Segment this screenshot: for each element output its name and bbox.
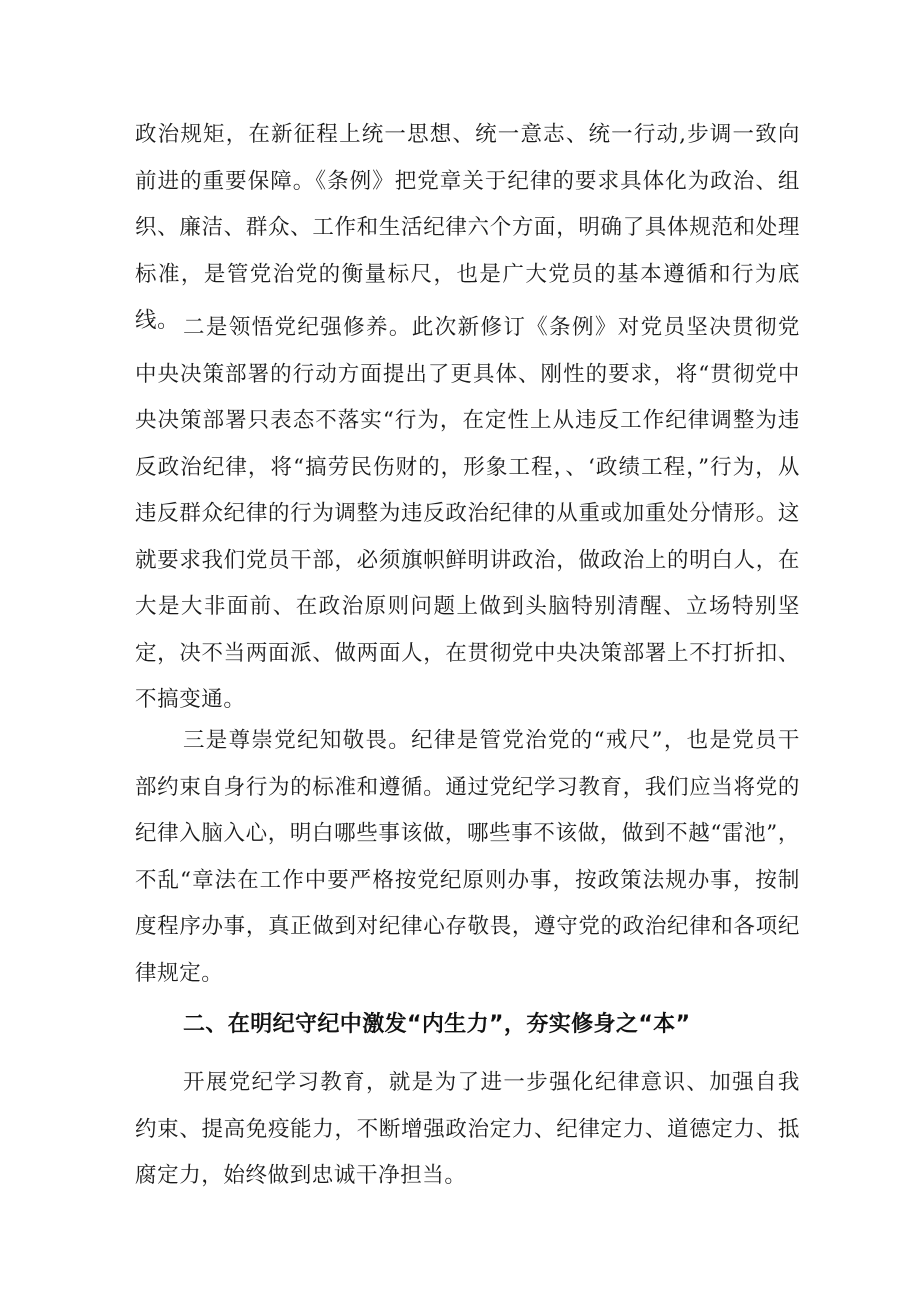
paragraph-respect-discipline: 三是尊崇党纪知敬畏。纪律是管党治党的“戒尺”，也是党员干部约束自身行为的标准和遵循。通过党纪学习教育，我们应当将党的纪律入脑入心，明白哪些事该做，哪些事不该做，做到不越“雷池”，不乱“章法在工作中要严格按党纪原则办事，按政策法规办事，按制度程序办事，真正做到对纪律心存敬畏，遵守党的政治纪律和各项纪律规定。 [135,728,800,986]
paragraph-political-rules: 政治规矩，在新征程上统一思想、统一意志、统一行动,步调一致向前进的重要保障。《条例》把党章关于纪律的要求具体化为政治、组织、廉洁、群众、工作和生活纪律六个方面，明确了具体规范和处理标准，是管党治党的衡量标尺，也是广大党员的基本遵循和行为底线。 [135,122,800,333]
paragraph-discipline-education: 开展党纪学习教育，就是为了进一步强化纪律意识、加强自我约束、提高免疫能力，不断增强政治定力、纪律定力、道德定力、抵腐定力，始终做到忠诚干净担当。 [135,1070,800,1188]
section-heading: 二、在明纪守纪中激发“内生力”，夯实修身之“本” [183,1012,691,1037]
paragraph-understand-discipline: 二是领悟党纪强修养。此次新修订《条例》对党员坚决贯彻党中央决策部署的行动方面提出了更具体、刚性的要求，将“贯彻党中央决策部署只表态不落实“行为，在定性上从违反工作纪律调整为违反政治纪律，将“搞劳民伤财的，形象工程，、‘政绩工程，”行为，从违反群众纪律的行为调整为违反政治纪律的从重或加重处分情形。这就要求我们党员干部，必须旗帜鲜明讲政治，做政治上的明白人，在大是大非面前、在政治原则问题上做到头脑特别清醒、立场特别坚定，决不当两面派、做两面人，在贯彻党中央决策部署上不打折扣、不搞变通。 [135,315,800,712]
